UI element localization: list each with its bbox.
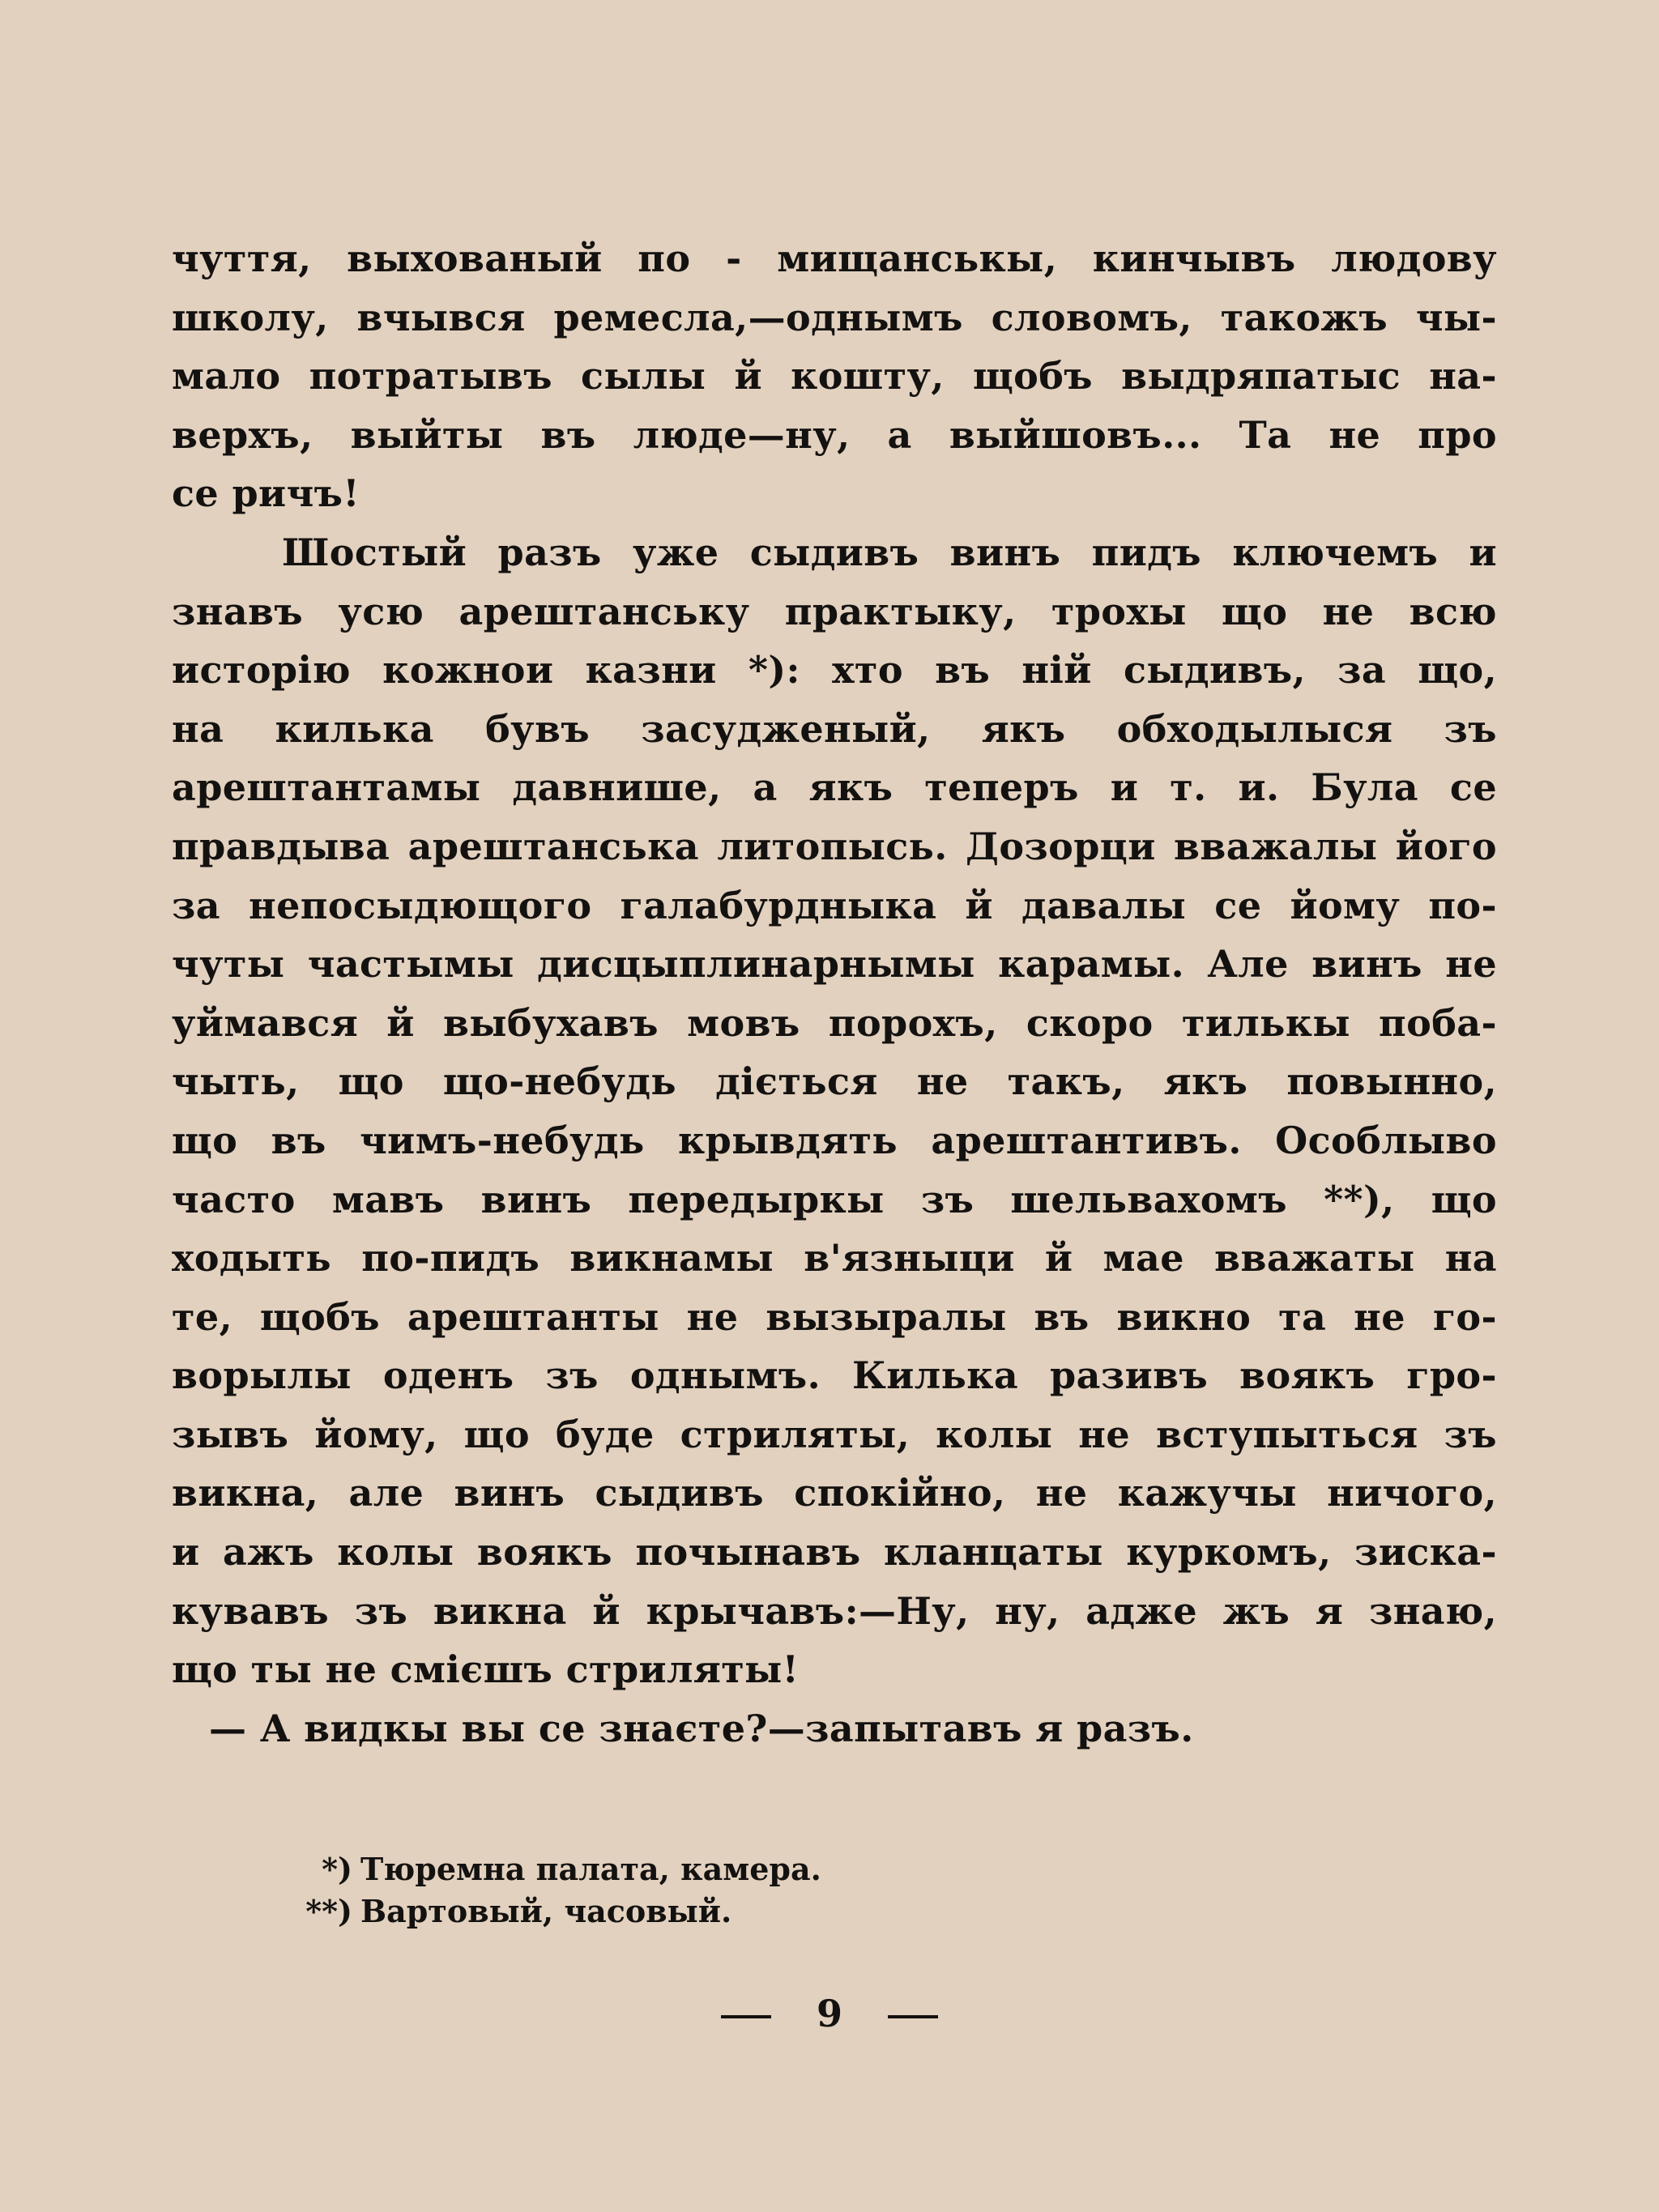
text-line: се ричъ! — [172, 471, 360, 516]
text-line: и ажъ колы воякъ почынавъ кланцаты куркомъ, зиска- — [172, 1530, 1497, 1575]
text-line: школу, вчывся ремесла,—однымъ словомъ, такожъ чы- — [172, 295, 1497, 339]
body-text — [172, 229, 1497, 1758]
footnotes — [288, 1848, 821, 1933]
text-line: викна, але винъ сыдивъ спокійно, не кажучы ничого, — [172, 1471, 1497, 1515]
footnote-text: Вартовый, часовый. — [360, 1893, 732, 1929]
text-line: чыть, що що-небудь діється не такъ, якъ повынно, — [172, 1059, 1497, 1104]
text-line: ворылы оденъ зъ однымъ. Килька разивъ воякъ гро- — [172, 1353, 1497, 1398]
footnote-text: Тюремна палата, камера. — [360, 1851, 821, 1887]
paragraph — [172, 523, 1497, 1699]
text-line: кувавъ зъ викна й крычавъ:—Ну, ну, адже жъ я знаю, — [172, 1588, 1497, 1633]
text-line: часто мавъ винъ передыркы зъ шельвахомъ **), що — [172, 1177, 1497, 1221]
footnote-mark: *) — [322, 1851, 352, 1887]
text-line: ходыть по-пидъ викнамы в'язныци й мае вважаты на — [172, 1236, 1497, 1281]
text-line: знавъ усю арештанську практыку, трохы що не всю — [172, 589, 1497, 633]
page — [172, 229, 1497, 1758]
text-line: за непосыдющого галабурдныка й давалы се йому по- — [172, 883, 1497, 927]
text-line: що ты не смієшъ стриляты! — [172, 1647, 800, 1692]
text-line: верхъ, выйты въ люде—ну, а выйшовъ... Та не про — [172, 412, 1497, 457]
text-line: арештантамы давнише, а якъ теперъ и т. и. Була се — [172, 765, 1497, 810]
page-number-value: 9 — [816, 1992, 842, 2035]
page-number-right-dash — [888, 2015, 938, 2018]
text-line: Шостый разъ уже сыдивъ винъ пидъ ключемъ и — [282, 530, 1497, 574]
text-line: исторію кожнои казни *): хто въ ній сыдивъ, за що, — [172, 648, 1497, 693]
page-number-left-dash — [721, 2015, 771, 2018]
text-line: те, щобъ арештанты не вызыралы въ викно та не го- — [172, 1294, 1497, 1339]
text-line: що въ чимъ-небудь крывдять арештантивъ. Особлыво — [172, 1118, 1497, 1162]
text-line: уймався й выбухавъ мовъ порохъ, скоро тилькы поба- — [172, 1000, 1497, 1045]
footnote — [288, 1848, 821, 1890]
text-line: мало потратывъ сылы й кошту, щобъ выдряпатыс на- — [172, 354, 1497, 399]
text-line: чуття, выхованый по - мищанськы, кинчывъ людову — [172, 237, 1497, 280]
footnote — [288, 1890, 821, 1933]
paragraph — [172, 1699, 1497, 1758]
text-line: зывъ йому, що буде стриляты, колы не вступыться зъ — [172, 1412, 1497, 1456]
text-line: чуты частымы дисцыплинарнымы карамы. Але винъ не — [172, 942, 1497, 987]
text-line: правдыва арештанська литопысь. Дозорци вважалы його — [172, 824, 1497, 868]
page-number — [0, 1989, 1659, 2038]
paragraph — [172, 229, 1497, 523]
text-line: — А видкы вы се знаєте?—запытавъ я разъ. — [209, 1706, 1194, 1750]
footnote-mark: **) — [305, 1893, 352, 1929]
text-line: на килька бувъ засудженый, якъ обходылыся зъ — [172, 706, 1497, 751]
